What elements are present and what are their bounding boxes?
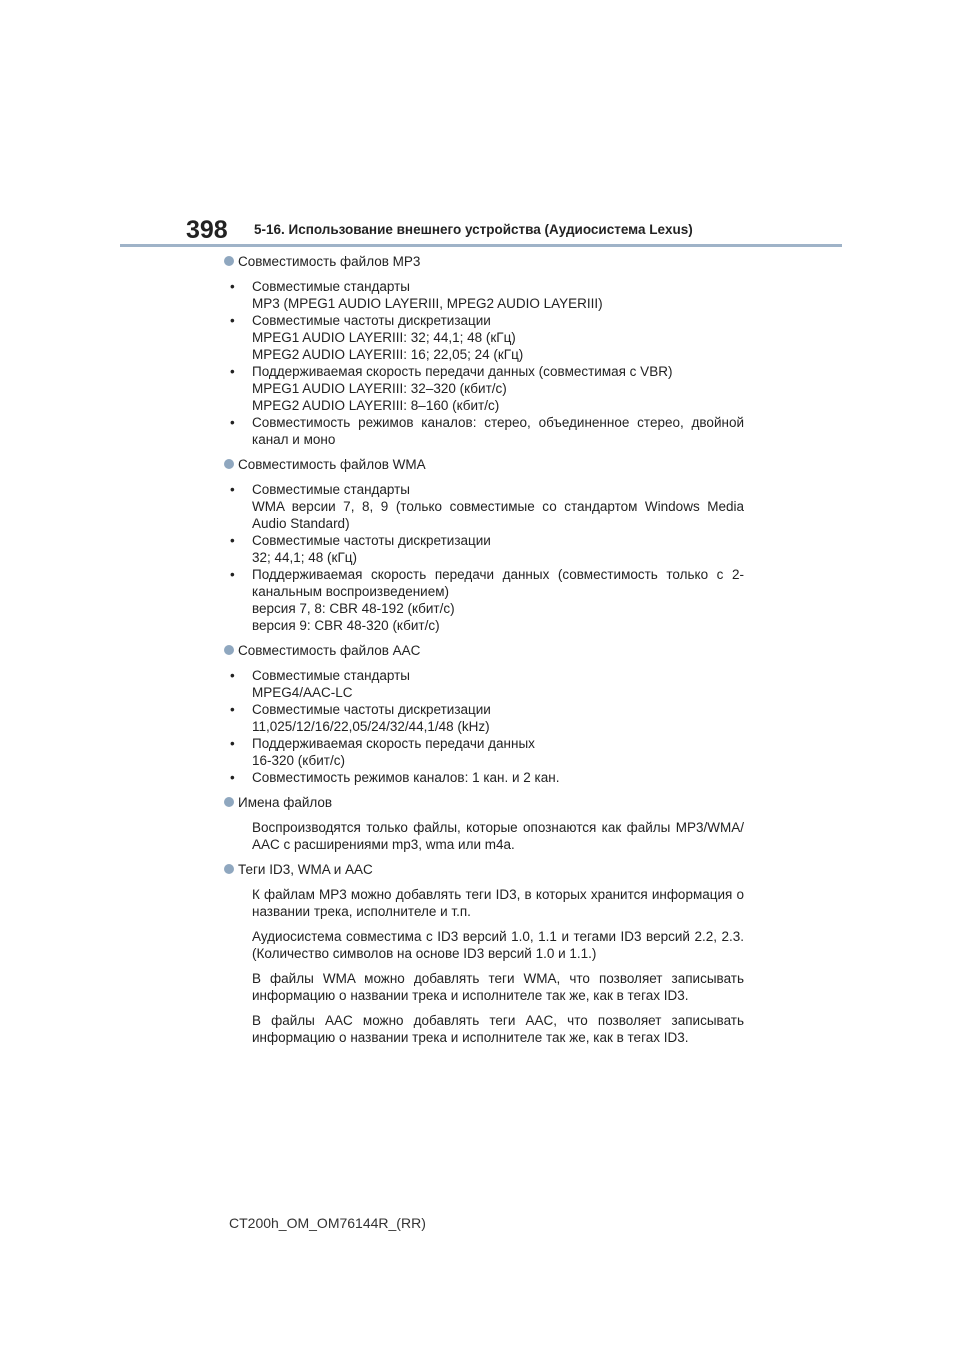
item-line: Поддерживаемая скорость передачи данных (совместимость только с 2- [252,567,744,582]
item-line: Совместимые частоты дискретизации [252,313,491,328]
list-item [224,312,744,363]
paragraph-line: (Количество символов на основе ID3 версий 1.0 и 1.1.) [252,946,597,961]
header-rule [120,244,842,247]
list-bullet-icon: • [230,668,235,683]
list-item [224,532,744,566]
item-list [224,481,744,634]
item-line: Совместимые стандарты [252,279,411,294]
list-bullet-icon: • [230,702,235,717]
section-heading [224,642,744,659]
item-line: 16-320 (кбит/с) [252,753,345,768]
list-item [224,566,744,634]
item-list [224,278,744,448]
item-line: MPEG2 AUDIO LAYERIII: 16; 22,05; 24 (кГц) [252,347,524,362]
item-list [224,667,744,786]
paragraph [224,970,744,1004]
item-line: Совместимые частоты дискретизации [252,533,491,548]
list-bullet-icon: • [230,313,235,328]
list-item [224,735,744,769]
item-line: канальным воспроизведением) [252,584,450,599]
list-bullet-icon: • [230,736,235,751]
section-heading [224,253,744,270]
item-line: WMA версии 7, 8, 9 (только совместимые со стандартом Windows Media [252,499,744,514]
list-bullet-icon: • [230,415,235,430]
item-line: MPEG2 AUDIO LAYERIII: 8–160 (кбит/с) [252,398,500,413]
section-aac [224,642,744,786]
section-title: Совместимость файлов MP3 [238,254,421,269]
paragraph-line: информацию о названии трека и исполнителе так же, как в тегах ID3. [252,1030,689,1045]
section-heading [224,456,744,473]
section-tags [224,861,744,1046]
item-line: версия 7, 8: CBR 48-192 (кбит/с) [252,601,455,616]
section-bullet-icon [224,864,234,874]
paragraph [224,819,744,853]
footer-code: CT200h_OM_OM76144R_(RR) [229,1215,426,1231]
item-line: Поддерживаемая скорость передачи данных [252,736,535,751]
list-item [224,701,744,735]
paragraph-line: В файлы WMA можно добавлять теги WMA, что позволяет записывать [252,971,744,986]
list-item [224,414,744,448]
list-bullet-icon: • [230,279,235,294]
item-line: 32; 44,1; 48 (кГц) [252,550,358,565]
paragraph-line: Воспроизводятся только файлы, которые опознаются как файлы MP3/WMA/ [252,820,744,835]
running-head: 5-16. Использование внешнего устройства (Аудиосистема Lexus) [254,222,693,237]
list-bullet-icon: • [230,567,235,582]
list-bullet-icon: • [230,482,235,497]
paragraph [224,886,744,920]
section-bullet-icon [224,256,234,266]
section-heading [224,794,744,811]
section-title: Совместимость файлов AAC [238,643,421,658]
paragraph-line: К файлам MP3 можно добавлять теги ID3, в которых хранится информация о [252,887,744,902]
list-item [224,769,744,786]
section-heading [224,861,744,878]
list-bullet-icon: • [230,770,235,785]
item-line: Audio Standard) [252,516,350,531]
paragraph-line: Аудиосистема совместима с ID3 версий 1.0, 1.1 и тегами ID3 версий 2.2, 2.3. [252,929,744,944]
section-bullet-icon [224,797,234,807]
section-file-names [224,794,744,853]
section-title: Теги ID3, WMA и AAC [238,862,373,877]
item-line: Совместимость режимов каналов: стерео, объединенное стерео, двойной [252,415,744,430]
list-bullet-icon: • [230,364,235,379]
paragraph-line: информацию о названии трека и исполнителе так же, как в тегах ID3. [252,988,689,1003]
section-wma [224,456,744,634]
item-line: 11,025/12/16/22,05/24/32/44,1/48 (kHz) [252,719,490,734]
item-line: MP3 (MPEG1 AUDIO LAYERIII, MPEG2 AUDIO LAYERIII) [252,296,603,311]
paragraph-line: названии трека, исполнителе и т.п. [252,904,471,919]
list-item [224,278,744,312]
paragraph-line: AAC с расширениями mp3, wma или m4a. [252,837,515,852]
paragraph [224,928,744,962]
page-content [224,253,744,1054]
paragraph [224,1012,744,1046]
list-item [224,481,744,532]
paragraph-line: В файлы AAC можно добавлять теги AAC, что позволяет записывать [252,1013,744,1028]
list-bullet-icon: • [230,533,235,548]
item-line: Совместимые частоты дискретизации [252,702,491,717]
item-line: версия 9: CBR 48-320 (кбит/с) [252,618,440,633]
item-line: Совместимость режимов каналов: 1 кан. и 2 кан. [252,770,560,785]
section-title: Совместимость файлов WMA [238,457,426,472]
item-line: Поддерживаемая скорость передачи данных (совместимая с VBR) [252,364,673,379]
item-line: канал и моно [252,432,336,447]
section-title: Имена файлов [238,795,333,810]
item-line: MPEG1 AUDIO LAYERIII: 32; 44,1; 48 (кГц) [252,330,516,345]
section-bullet-icon [224,645,234,655]
item-line: MPEG1 AUDIO LAYERIII: 32–320 (кбит/с) [252,381,507,396]
item-line: Совместимые стандарты [252,668,411,683]
section-mp3 [224,253,744,448]
item-line: Совместимые стандарты [252,482,411,497]
item-line: MPEG4/AAC-LC [252,685,353,700]
list-item [224,667,744,701]
section-bullet-icon [224,459,234,469]
list-item [224,363,744,414]
page-number: 398 [186,216,228,244]
